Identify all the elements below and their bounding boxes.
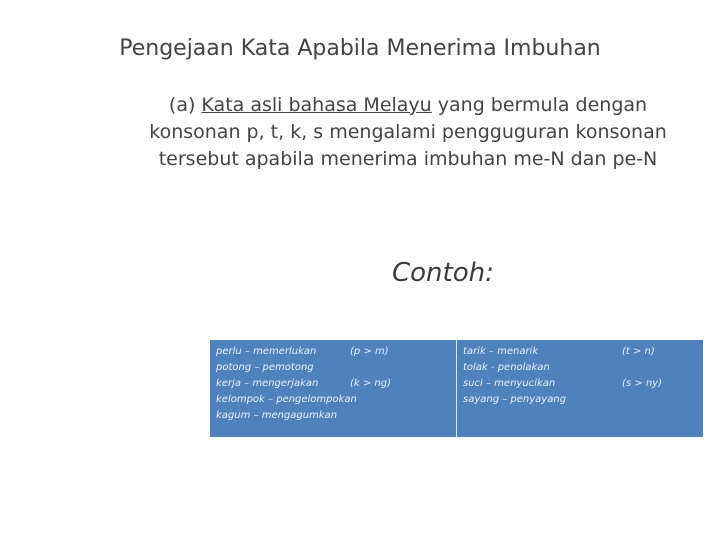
table-row: potong – pemotong <box>216 362 314 373</box>
example-table <box>210 340 703 437</box>
sound-change-rule: (t > n) <box>622 346 655 357</box>
sound-change-rule: (s > ny) <box>622 378 663 389</box>
paragraph-body: yang bermula dengan konsonan p, t, k, s mengalami pengguguran konsonan tersebut apabila menerima imbuhan me-N dan pe-N <box>149 94 667 170</box>
table-row: sayang – penyayang <box>463 394 567 405</box>
table-row: kelompok – pengelompokan <box>216 394 357 405</box>
table-column-right <box>457 340 703 437</box>
contoh-label: Contoh: <box>392 258 494 288</box>
table-row: kerja – mengerjakan <box>216 378 319 389</box>
paragraph-prefix: (a) <box>168 94 202 116</box>
table-column-left <box>210 340 457 437</box>
table-row: kagum – mengagumkan <box>216 410 338 421</box>
rule-paragraph <box>148 92 668 173</box>
table-row: tolak - penolakan <box>463 362 550 373</box>
slide-title: Pengejaan Kata Apabila Menerima Imbuhan <box>119 36 601 61</box>
table-row: tarik – menarik <box>463 346 539 357</box>
paragraph-underlined-term: Kata asli bahasa Melayu <box>201 94 432 116</box>
sound-change-rule: (p > m) <box>350 346 389 357</box>
sound-change-rule: (k > ng) <box>350 378 392 389</box>
table-row: suci – menyucikan <box>463 378 556 389</box>
table-row: perlu – memerlukan <box>216 346 317 357</box>
